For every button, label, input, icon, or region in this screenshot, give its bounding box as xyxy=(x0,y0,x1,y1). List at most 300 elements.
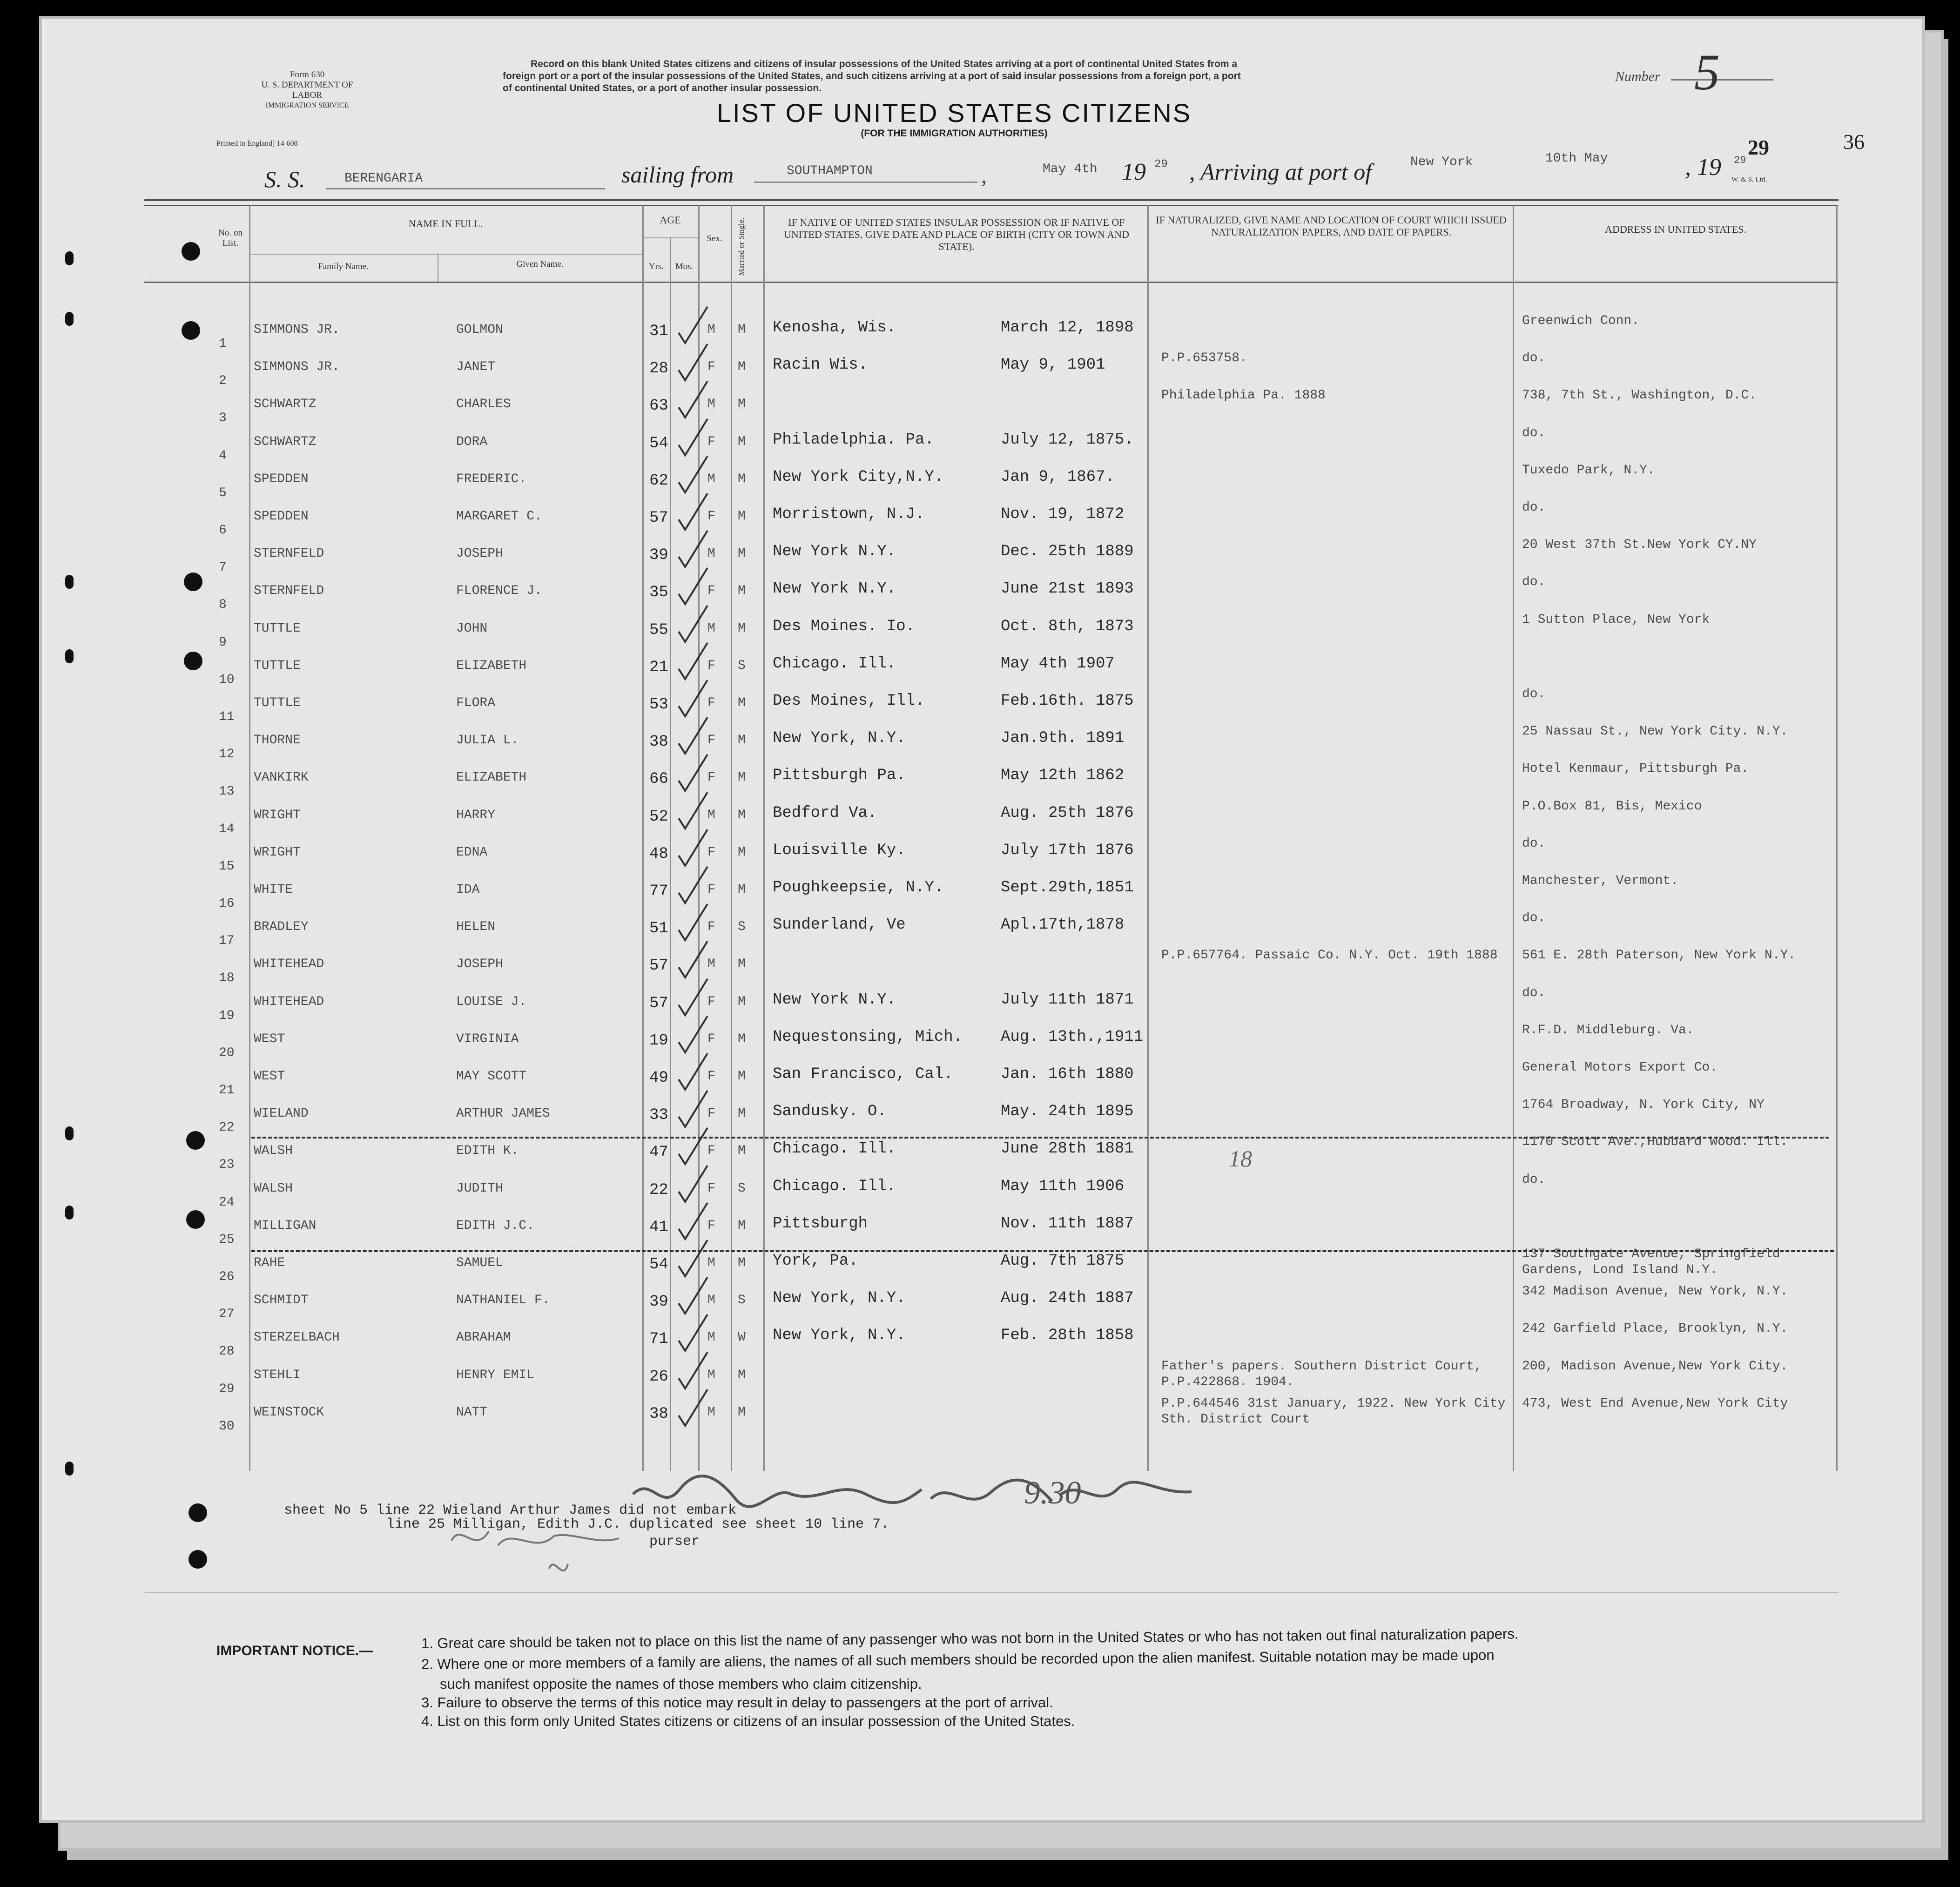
check-mark xyxy=(675,678,712,720)
given-name: HARRY xyxy=(456,808,496,822)
table-row xyxy=(0,575,1960,613)
sex: F xyxy=(707,1218,715,1233)
form-number: Form 630 xyxy=(290,70,325,80)
check-mark xyxy=(675,1089,712,1131)
sex: F xyxy=(707,733,715,748)
given-name: MAY SCOTT xyxy=(456,1069,527,1084)
table-row xyxy=(0,463,1960,501)
sex: F xyxy=(707,770,715,785)
birth-date: Aug. 25th 1876 xyxy=(1001,804,1134,822)
family-name: SCHMIDT xyxy=(254,1293,309,1308)
row-number: 26 xyxy=(219,1270,235,1284)
given-name: JOHN xyxy=(456,621,488,636)
birth-date: Feb. 28th 1858 xyxy=(1001,1327,1134,1345)
given-name: EDNA xyxy=(456,845,488,860)
age: 48 xyxy=(649,845,668,863)
birth-date: May 9, 1901 xyxy=(1001,356,1105,374)
age: 41 xyxy=(649,1218,668,1236)
table-row xyxy=(0,1135,1960,1173)
marital-status: M xyxy=(738,1218,746,1233)
table-row xyxy=(0,500,1960,538)
marital-status: M xyxy=(738,1368,746,1382)
sex: M xyxy=(707,957,715,972)
family-name: STERNFELD xyxy=(254,546,324,561)
col-header-family: Family Name. xyxy=(318,262,369,271)
sex: F xyxy=(707,1144,715,1159)
table-row xyxy=(0,351,1960,389)
birth-place: Sunderland, Ve xyxy=(773,916,906,934)
birth-date: May 4th 1907 xyxy=(1001,654,1115,673)
age: 22 xyxy=(649,1181,668,1199)
punch-hole xyxy=(189,1550,207,1569)
naturalization: Father's papers. Southern District Court, P.P.422868. 1904. xyxy=(1161,1359,1482,1389)
given-name: JANET xyxy=(456,360,496,375)
birth-place: New York, N.Y. xyxy=(773,1327,906,1345)
table-row xyxy=(0,985,1960,1024)
given-name: EDITH K. xyxy=(456,1144,519,1159)
sex: M xyxy=(707,808,715,822)
address: 473, West End Avenue,New York City xyxy=(1522,1396,1788,1411)
row-number: 24 xyxy=(219,1195,235,1210)
age: 49 xyxy=(649,1069,668,1087)
marital-status: M xyxy=(738,1405,746,1420)
table-row xyxy=(0,612,1960,650)
table-row xyxy=(0,314,1960,351)
check-mark xyxy=(675,305,712,347)
bottom-rule xyxy=(144,1592,1839,1593)
family-name: SIMMONS JR. xyxy=(254,360,340,375)
table-row xyxy=(0,1098,1960,1135)
marital-status: M xyxy=(738,1144,746,1159)
row-number: 15 xyxy=(219,859,235,874)
table-row xyxy=(0,948,1960,986)
sex: F xyxy=(707,1181,715,1196)
age: 57 xyxy=(649,957,668,975)
birth-date: Apl.17th,1878 xyxy=(1001,916,1125,934)
birth-place: Louisville Ky. xyxy=(773,841,906,859)
table-row xyxy=(0,687,1960,725)
row-number: 30 xyxy=(219,1419,235,1434)
address: P.O.Box 81, Bis, Mexico xyxy=(1522,799,1702,814)
check-mark xyxy=(675,902,712,944)
marital-status: M xyxy=(738,360,746,375)
sex: F xyxy=(707,509,715,524)
birth-date: Sept.29th,1851 xyxy=(1001,879,1134,896)
check-mark xyxy=(675,1238,712,1280)
col-header-no: No. on List. xyxy=(218,228,242,248)
marital-status: S xyxy=(738,658,746,673)
ship-name: BERENGARIA xyxy=(344,171,423,186)
birth-place: Racin Wis. xyxy=(773,356,868,374)
number-label: Number xyxy=(1615,69,1660,84)
birth-place: New York N.Y. xyxy=(773,991,896,1009)
family-name: WALSH xyxy=(254,1144,293,1159)
family-name: BRADLEY xyxy=(254,920,309,935)
service: IMMIGRATION SERVICE xyxy=(265,101,349,109)
family-name: SPEDDEN xyxy=(254,509,309,524)
age: 33 xyxy=(649,1106,668,1125)
birth-date: June 21st 1893 xyxy=(1001,580,1134,598)
check-mark xyxy=(675,865,712,907)
col-header-name: NAME IN FULL. xyxy=(408,218,483,229)
col-header-age: AGE xyxy=(660,214,681,226)
table-row xyxy=(0,874,1960,911)
cancellation-line xyxy=(251,1250,1834,1252)
col-header-birth: IF NATIVE OF UNITED STATES INSULAR POSSESSION OR IF NATIVE OF UNITED STATES, GIVE DATE AND PLACE OF BIRTH (CITY OR TOWN AND STATE). xyxy=(783,216,1130,252)
row-number: 22 xyxy=(219,1120,235,1135)
birth-place: Philadelphia. Pa. xyxy=(773,431,934,449)
sex: M xyxy=(707,621,715,636)
marital-status: M xyxy=(738,509,746,524)
table-row xyxy=(0,1023,1960,1061)
given-name: HELEN xyxy=(456,920,496,935)
family-name: MILLIGAN xyxy=(254,1218,317,1233)
row-number: 19 xyxy=(219,1008,235,1023)
row-number: 21 xyxy=(219,1083,235,1098)
given-name: VIRGINIA xyxy=(456,1031,519,1046)
sex: F xyxy=(707,1069,715,1084)
birth-place: New York N.Y. xyxy=(773,580,896,598)
arriving-label: , Arriving at port of xyxy=(1189,159,1372,185)
given-name: MARGARET C. xyxy=(456,509,542,524)
age: 51 xyxy=(649,920,668,938)
given-name: GOLMON xyxy=(456,323,503,337)
table-row xyxy=(0,799,1960,837)
marital-status: M xyxy=(738,434,746,449)
printed-note: Printed in England] 14-608 xyxy=(216,140,298,148)
row-number: 25 xyxy=(219,1232,235,1247)
arrival-year-stamp: 29 xyxy=(1748,135,1769,159)
family-name: WRIGHT xyxy=(254,845,301,860)
address: do. xyxy=(1522,351,1546,366)
check-mark xyxy=(675,1350,712,1392)
address: General Motors Export Co. xyxy=(1522,1060,1718,1075)
given-name: FLORENCE J. xyxy=(456,584,542,599)
arrival-date: 10th May xyxy=(1545,151,1608,166)
stamp-18: 18 xyxy=(1229,1146,1252,1172)
table-row xyxy=(0,1396,1960,1434)
svg-text:9.30: 9.30 xyxy=(1024,1475,1081,1511)
marital-status: M xyxy=(738,845,746,860)
birth-date: July 17th 1876 xyxy=(1001,841,1134,859)
age: 52 xyxy=(649,808,668,826)
family-name: WHITEHEAD xyxy=(254,957,324,972)
sex: M xyxy=(707,323,715,337)
birth-date: Aug. 7th 1875 xyxy=(1001,1252,1125,1270)
check-mark xyxy=(675,492,712,533)
check-mark xyxy=(675,1275,712,1317)
given-name: HENRY EMIL xyxy=(456,1368,535,1382)
birth-place: Chicago. Ill. xyxy=(773,654,896,673)
table-top-rule xyxy=(144,205,1839,206)
sex: F xyxy=(707,696,715,710)
given-name: SAMUEL xyxy=(456,1256,503,1270)
age: 57 xyxy=(649,509,668,527)
marital-status: M xyxy=(738,546,746,561)
cancellation-line xyxy=(251,1137,1829,1139)
address: Tuxedo Park, N.Y. xyxy=(1522,463,1655,478)
birth-date: Aug. 24th 1887 xyxy=(1001,1289,1134,1307)
row-number: 3 xyxy=(219,411,227,426)
address: 242 Garfield Place, Brooklyn, N.Y. xyxy=(1522,1321,1788,1336)
marital-status: M xyxy=(738,808,746,822)
age: 55 xyxy=(649,621,668,639)
departure-port: SOUTHAMPTON xyxy=(787,164,873,178)
check-mark xyxy=(675,939,712,981)
age: 54 xyxy=(649,434,668,452)
given-name: LOUISE J. xyxy=(456,994,527,1009)
row-number: 9 xyxy=(219,635,227,650)
check-mark xyxy=(675,977,712,1019)
birth-place: Des Moines, Ill. xyxy=(773,692,925,710)
printer-mark: W. & S. Ltd. xyxy=(1731,176,1767,183)
row-number: 16 xyxy=(219,896,235,911)
purser-signature xyxy=(442,1513,656,1592)
age: 57 xyxy=(649,994,668,1012)
age: 19 xyxy=(649,1031,668,1050)
number-rule xyxy=(1671,79,1773,81)
check-mark xyxy=(675,604,712,646)
ship-rule xyxy=(326,188,605,189)
notice-item-1: 1. Great care should be taken not to place on this list the name of any passenger who was not born in the United States or who has not taken out final naturalization papers. xyxy=(421,1625,1519,1651)
family-name: VANKIRK xyxy=(254,770,309,785)
notice-label: IMPORTANT NOTICE.— xyxy=(216,1643,373,1658)
sex: M xyxy=(707,1293,715,1308)
family-name: TUTTLE xyxy=(254,696,301,710)
marital-status: S xyxy=(738,1181,746,1196)
address: do. xyxy=(1522,836,1546,851)
birth-place: Sandusky. O. xyxy=(773,1103,887,1121)
header-rule xyxy=(249,254,642,255)
sailing-year-prefix: 19 xyxy=(1122,159,1146,185)
marital-status: S xyxy=(738,1293,746,1308)
arrival-year-prefix: , 19 xyxy=(1685,154,1721,181)
family-name: TUTTLE xyxy=(254,658,301,673)
birth-place: Des Moines. Io. xyxy=(773,617,916,635)
family-name: STERNFELD xyxy=(254,584,324,599)
row-number: 7 xyxy=(219,560,227,575)
family-name: WEINSTOCK xyxy=(254,1405,324,1420)
address: do. xyxy=(1522,1172,1546,1187)
given-name: EDITH J.C. xyxy=(456,1218,535,1233)
sex: M xyxy=(707,1256,715,1270)
sex: F xyxy=(707,360,715,375)
form-instructions xyxy=(503,58,1503,94)
family-name: WHITEHEAD xyxy=(254,994,324,1009)
check-mark xyxy=(675,417,712,459)
check-mark xyxy=(675,379,712,421)
marital-status: M xyxy=(738,733,746,748)
address: Greenwich Conn. xyxy=(1522,314,1640,328)
age: 31 xyxy=(649,323,668,340)
family-name: SCHWARTZ xyxy=(254,434,317,449)
birth-place: York, Pa. xyxy=(773,1252,858,1270)
check-mark xyxy=(675,1201,712,1243)
marital-status: M xyxy=(738,770,746,785)
birth-place: Kenosha, Wis. xyxy=(773,319,896,337)
birth-place: New York City,N.Y. xyxy=(773,468,944,486)
row-number: 10 xyxy=(219,672,235,687)
note-line-25: line 25 Milligan, Edith J.C. duplicated see sheet 10 line 7. xyxy=(386,1516,889,1532)
notice-label-text: IMPORTANT NOTICE. xyxy=(216,1643,359,1658)
instructions-line: of continental United States, or a port of another insular possession. xyxy=(503,83,822,94)
table-row xyxy=(0,538,1960,575)
page-subtitle: (FOR THE IMMIGRATION AUTHORITIES) xyxy=(861,128,1048,139)
table-row xyxy=(0,724,1960,762)
marital-status: M xyxy=(738,323,746,337)
age: 47 xyxy=(649,1144,668,1162)
table-row xyxy=(0,1247,1960,1285)
table-row xyxy=(0,762,1960,799)
address: do. xyxy=(1522,575,1546,590)
birth-date: July 11th 1871 xyxy=(1001,991,1134,1009)
check-mark xyxy=(675,641,712,683)
sex: F xyxy=(707,1106,715,1121)
corner-number: 36 xyxy=(1843,130,1865,154)
sex: M xyxy=(707,1330,715,1345)
purser-label: purser xyxy=(649,1534,700,1550)
check-mark xyxy=(675,1313,712,1355)
sailing-from-label: sailing from xyxy=(621,162,734,188)
sex: F xyxy=(707,883,715,897)
address: 1764 Broadway, N. York City, NY xyxy=(1522,1098,1765,1112)
address: 20 West 37th St.New York CY.NY xyxy=(1522,538,1757,553)
age: 66 xyxy=(649,770,668,788)
address: 1 Sutton Place, New York xyxy=(1522,612,1710,627)
family-name: STEHLI xyxy=(254,1368,301,1382)
naturalization: P.P.644546 31st January, 1922. New York City Sth. District Court xyxy=(1161,1396,1506,1427)
sheet-number: 5 xyxy=(1694,44,1720,101)
age: 54 xyxy=(649,1256,668,1274)
given-name: NATHANIEL F. xyxy=(456,1293,550,1308)
address: Manchester, Vermont. xyxy=(1522,874,1679,888)
address: do. xyxy=(1522,425,1546,440)
col-header-given: Given Name. xyxy=(516,259,564,269)
ss-label: S. S. xyxy=(264,166,305,192)
comma: , xyxy=(981,163,987,188)
header-rule xyxy=(642,237,698,238)
marital-status: M xyxy=(738,397,746,412)
family-name: SPEDDEN xyxy=(254,472,309,486)
address: 738, 7th St., Washington, D.C. xyxy=(1522,388,1757,403)
table-row xyxy=(0,1060,1960,1098)
given-name: CHARLES xyxy=(456,397,511,412)
given-name: JOSEPH xyxy=(456,546,503,561)
family-name: WEST xyxy=(254,1069,285,1084)
sex: F xyxy=(707,1031,715,1046)
address: 200, Madison Avenue,New York City. xyxy=(1522,1359,1788,1374)
address: 25 Nassau St., New York City. N.Y. xyxy=(1522,724,1788,739)
sex: M xyxy=(707,472,715,486)
table-row xyxy=(0,1172,1960,1210)
marital-status: M xyxy=(738,1106,746,1121)
birth-date: Feb.16th. 1875 xyxy=(1001,692,1134,710)
birth-date: Dec. 25th 1889 xyxy=(1001,543,1134,561)
birth-place: New York, N.Y. xyxy=(773,729,906,748)
address: 561 E. 28th Paterson, New York N.Y. xyxy=(1522,948,1796,963)
age: 39 xyxy=(649,546,668,565)
birth-place: Pittsburgh xyxy=(773,1214,868,1233)
row-number: 23 xyxy=(219,1158,235,1173)
birth-date: Jan.9th. 1891 xyxy=(1001,729,1125,748)
age: 71 xyxy=(649,1330,668,1348)
naturalization: P.P.657764. Passaic Co. N.Y. Oct. 19th 1888 xyxy=(1161,948,1498,963)
address: 137 Southgate Avenue, Springfield Gardens, Lond Island N.Y. xyxy=(1522,1247,1780,1277)
given-name: ELIZABETH xyxy=(456,658,527,673)
row-number: 17 xyxy=(219,934,235,949)
family-name: THORNE xyxy=(254,733,301,748)
table-row xyxy=(0,1284,1960,1322)
row-number: 27 xyxy=(219,1307,235,1322)
age: 35 xyxy=(649,584,668,602)
age: 62 xyxy=(649,472,668,490)
given-name: JULIA L. xyxy=(456,733,519,748)
check-mark xyxy=(675,342,712,384)
punch-hole xyxy=(182,242,200,261)
marital-status: M xyxy=(738,1031,746,1046)
check-mark xyxy=(675,715,712,757)
given-name: DORA xyxy=(456,434,488,449)
address: R.F.D. Middleburg. Va. xyxy=(1522,1023,1694,1038)
row-number: 2 xyxy=(219,374,227,389)
family-name: WALSH xyxy=(254,1181,293,1196)
sex: M xyxy=(707,546,715,561)
age: 39 xyxy=(649,1293,668,1311)
check-mark xyxy=(675,1164,712,1206)
row-number: 18 xyxy=(219,971,235,986)
given-name: FREDERIC. xyxy=(456,472,527,486)
given-name: ARTHUR JAMES xyxy=(456,1106,550,1121)
given-name: NATT xyxy=(456,1405,488,1420)
birth-place: Morristown, N.J. xyxy=(773,505,925,523)
table-row xyxy=(0,1321,1960,1359)
row-number: 1 xyxy=(219,337,227,351)
table-row xyxy=(0,388,1960,426)
birth-place: Chicago. Ill. xyxy=(773,1140,896,1158)
check-mark xyxy=(675,753,712,795)
marital-status: M xyxy=(738,472,746,486)
col-header-yrs: Yrs. xyxy=(648,262,664,271)
notice-item-2: 2. Where one or more members of a family are aliens, the names of all such members should be recorded upon the alien manifest. Suitable notation may be made upon xyxy=(421,1646,1495,1672)
check-mark xyxy=(675,828,712,869)
table-top-rule xyxy=(144,199,1839,201)
birth-place: Poughkeepsie, N.Y. xyxy=(773,879,944,896)
col-header-naturalized: IF NATURALIZED, GIVE NAME AND LOCATION OF COURT WHICH ISSUED NATURALIZATION PAPERS, AND DATE OF PAPERS. xyxy=(1156,214,1507,238)
col-header-mos: Mos. xyxy=(675,262,694,271)
given-name: ABRAHAM xyxy=(456,1330,511,1345)
row-number: 4 xyxy=(219,448,227,463)
check-mark xyxy=(675,566,712,608)
family-name: TUTTLE xyxy=(254,621,301,636)
note-line-22: sheet No 5 line 22 Wieland Arthur James did not embark xyxy=(284,1503,737,1518)
birth-date: May 12th 1862 xyxy=(1001,767,1125,785)
age: 63 xyxy=(649,397,668,415)
sex: M xyxy=(707,1368,715,1382)
birth-date: Oct. 8th, 1873 xyxy=(1001,617,1134,635)
age: 21 xyxy=(649,658,668,676)
instructions-line: Record on this blank United States citizens and citizens of insular possessions of the United States arriving at a port of continental United States from a xyxy=(531,59,1238,69)
header-bottom-rule xyxy=(144,282,1839,283)
family-name: WRIGHT xyxy=(254,808,301,822)
arrival-year-typed: 29 xyxy=(1734,155,1746,166)
age: 26 xyxy=(649,1368,668,1386)
row-number: 29 xyxy=(219,1382,235,1396)
notice-item-4: 4. List on this form only United States citizens or citizens of an insular possession of the United States. xyxy=(421,1713,1075,1729)
birth-date: Aug. 13th.,1911 xyxy=(1001,1028,1144,1046)
row-number: 6 xyxy=(219,523,227,538)
check-mark xyxy=(675,454,712,496)
birth-date: Nov. 11th 1887 xyxy=(1001,1214,1134,1233)
